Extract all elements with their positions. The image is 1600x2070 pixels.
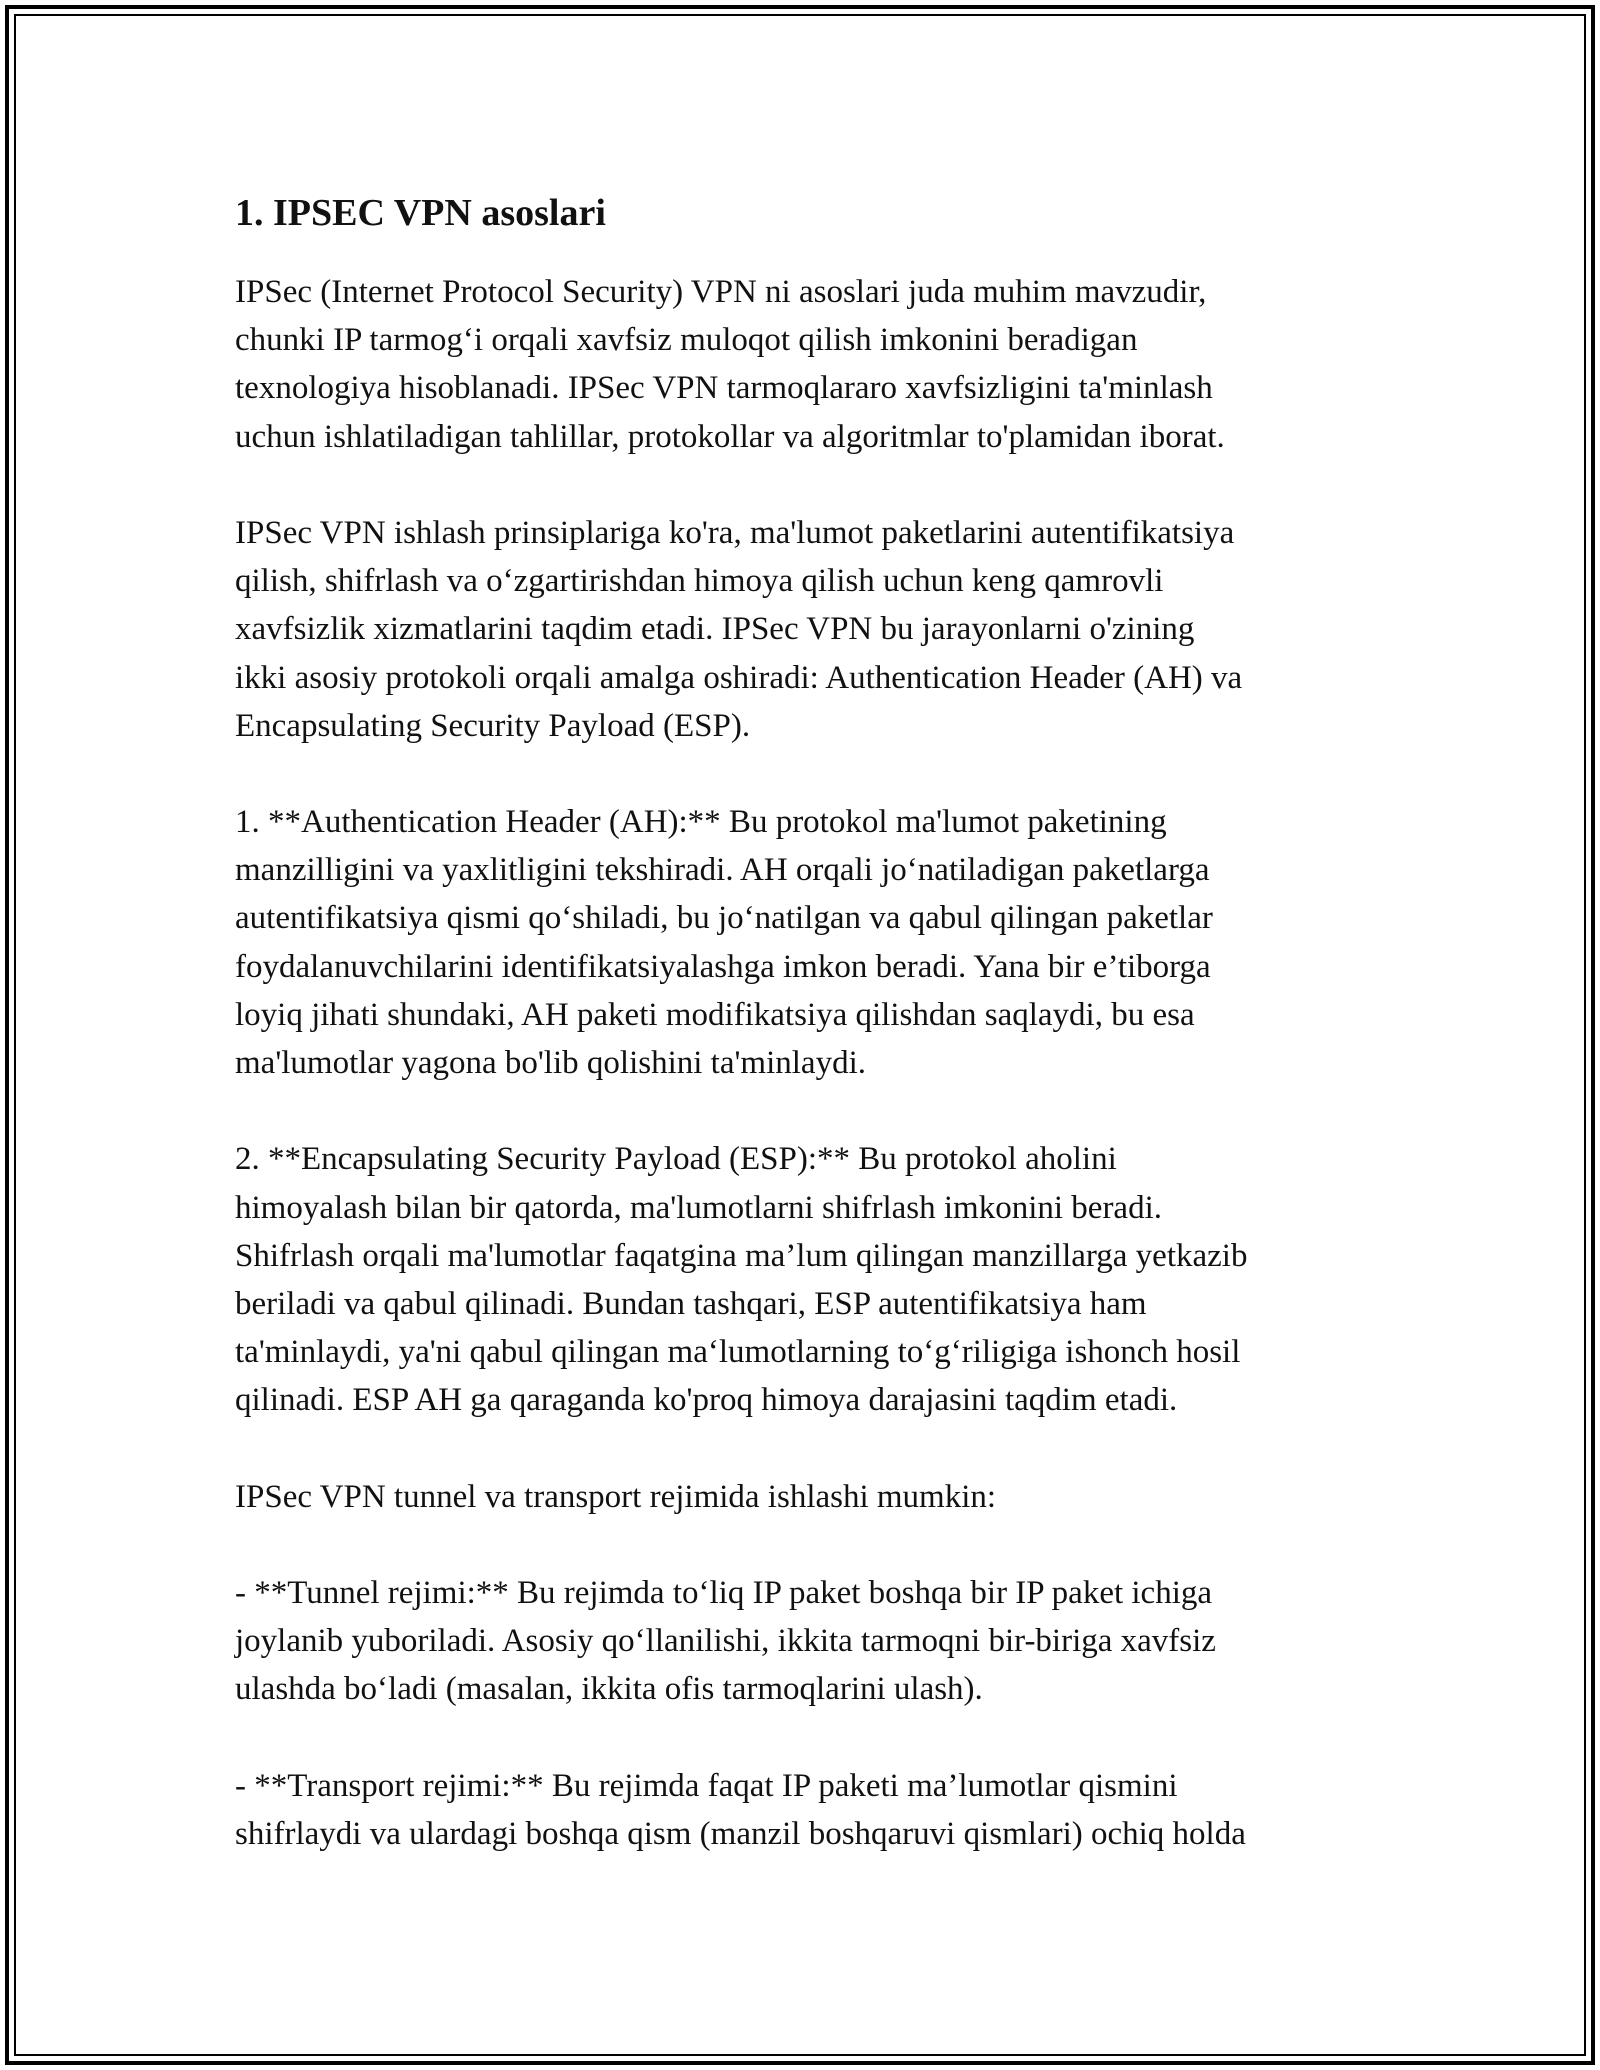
paragraph	[235, 1762, 1365, 1858]
text-line: IPSec VPN ishlash prinsiplariga ko'ra, ma'lumot paketlarini autentifikatsiya	[235, 514, 1235, 551]
text-line: chunki IP tarmog‘i orqali xavfsiz muloqot qilish imkonini beradigan	[235, 322, 1138, 359]
text-line: 1. **Authentication Header (AH):** Bu protokol ma'lumot paketining	[235, 804, 1167, 841]
text-line: xavfsizlik xizmatlarini taqdim etadi. IPSec VPN bu jarayonlarni o'zining	[235, 611, 1195, 648]
text-line: uchun ishlatiladigan tahlillar, protokollar va algoritmlar to'plamidan iborat.	[235, 418, 1225, 455]
text-line: Encapsulating Security Payload (ESP).	[235, 707, 751, 744]
paragraph	[235, 798, 1365, 1087]
paragraph	[235, 1569, 1365, 1714]
paragraph	[235, 509, 1365, 750]
text-line: - **Tunnel rejimi:** Bu rejimda to‘liq IP paket boshqa bir IP paket ichiga	[235, 1575, 1213, 1612]
text-line: IPSec (Internet Protocol Security) VPN ni asoslari juda muhim mavzudir,	[235, 274, 1207, 310]
paragraph-spacer	[235, 1087, 1365, 1135]
text-line: manzilligini va yaxlitligini tekshiradi. AH orqali jo‘natiladigan paketlarga	[235, 852, 1210, 889]
text-line: foydalanuvchilarini identifikatsiyalashga imkon beradi. Yana bir e’tiborga	[235, 948, 1211, 985]
text-line: ikki asosiy protokoli orqali amalga oshiradi: Authentication Header (AH) va	[235, 659, 1243, 696]
paragraph-spacer	[235, 1521, 1365, 1569]
text-line: Shifrlash orqali ma'lumotlar faqatgina ma’lum qilingan manzillarga yetkazib	[235, 1237, 1248, 1274]
text-line: qilish, shifrlash va o‘zgartirishdan himoya qilish uchun keng qamrovli	[235, 563, 1164, 600]
paragraph-spacer	[235, 461, 1365, 509]
text-line: texnologiya hisoblanadi. IPSec VPN tarmoqlararo xavfsizligini ta'minlash	[235, 370, 1213, 407]
text-line: autentifikatsiya qismi qo‘shiladi, bu jo‘natilgan va qabul qilingan paketlar	[235, 900, 1213, 937]
paragraph-spacer	[235, 750, 1365, 798]
text-line: himoyalash bilan bir qatorda, ma'lumotlarni shifrlash imkonini beradi.	[235, 1189, 1162, 1226]
text-line: loyiq jihati shundaki, AH paketi modifikatsiya qilishdan saqlaydi, bu esa	[235, 996, 1195, 1033]
paragraph	[235, 1473, 1365, 1521]
page-title: 1. IPSEC VPN asoslari	[235, 192, 606, 234]
text-line: ma'lumotlar yagona bo'lib qolishini ta'minlaydi.	[235, 1045, 866, 1081]
document-body	[235, 186, 1365, 1858]
text-line: 2. **Encapsulating Security Payload (ESP):** Bu protokol aholini	[235, 1141, 1117, 1178]
paragraph-spacer	[235, 1714, 1365, 1762]
text-line: joylanib yuboriladi. Asosiy qo‘llanilishi, ikkita tarmoqni bir-biriga xavfsiz	[235, 1623, 1216, 1660]
text-line: IPSec VPN tunnel va transport rejimida ishlashi mumkin:	[235, 1478, 997, 1515]
paragraph-spacer	[235, 1425, 1365, 1473]
text-line: shifrlaydi va ulardagi boshqa qism (manzil boshqaruvi qismlari) ochiq holda	[235, 1816, 1246, 1852]
paragraph-list	[235, 268, 1365, 1858]
text-line: - **Transport rejimi:** Bu rejimda faqat IP paketi ma’lumotlar qismini	[235, 1767, 1178, 1804]
text-line: ulashda bo‘ladi (masalan, ikkita ofis tarmoqlarini ulash).	[235, 1671, 983, 1708]
paragraph	[235, 1135, 1365, 1424]
text-line: beriladi va qabul qilinadi. Bundan tashqari, ESP autentifikatsiya ham	[235, 1285, 1147, 1322]
paragraph	[235, 268, 1365, 461]
text-line: ta'minlaydi, ya'ni qabul qilingan ma‘lumotlarning to‘g‘riligiga ishonch hosil	[235, 1334, 1241, 1371]
text-line: qilinadi. ESP AH ga qaraganda ko'proq himoya darajasini taqdim etadi.	[235, 1382, 1178, 1419]
